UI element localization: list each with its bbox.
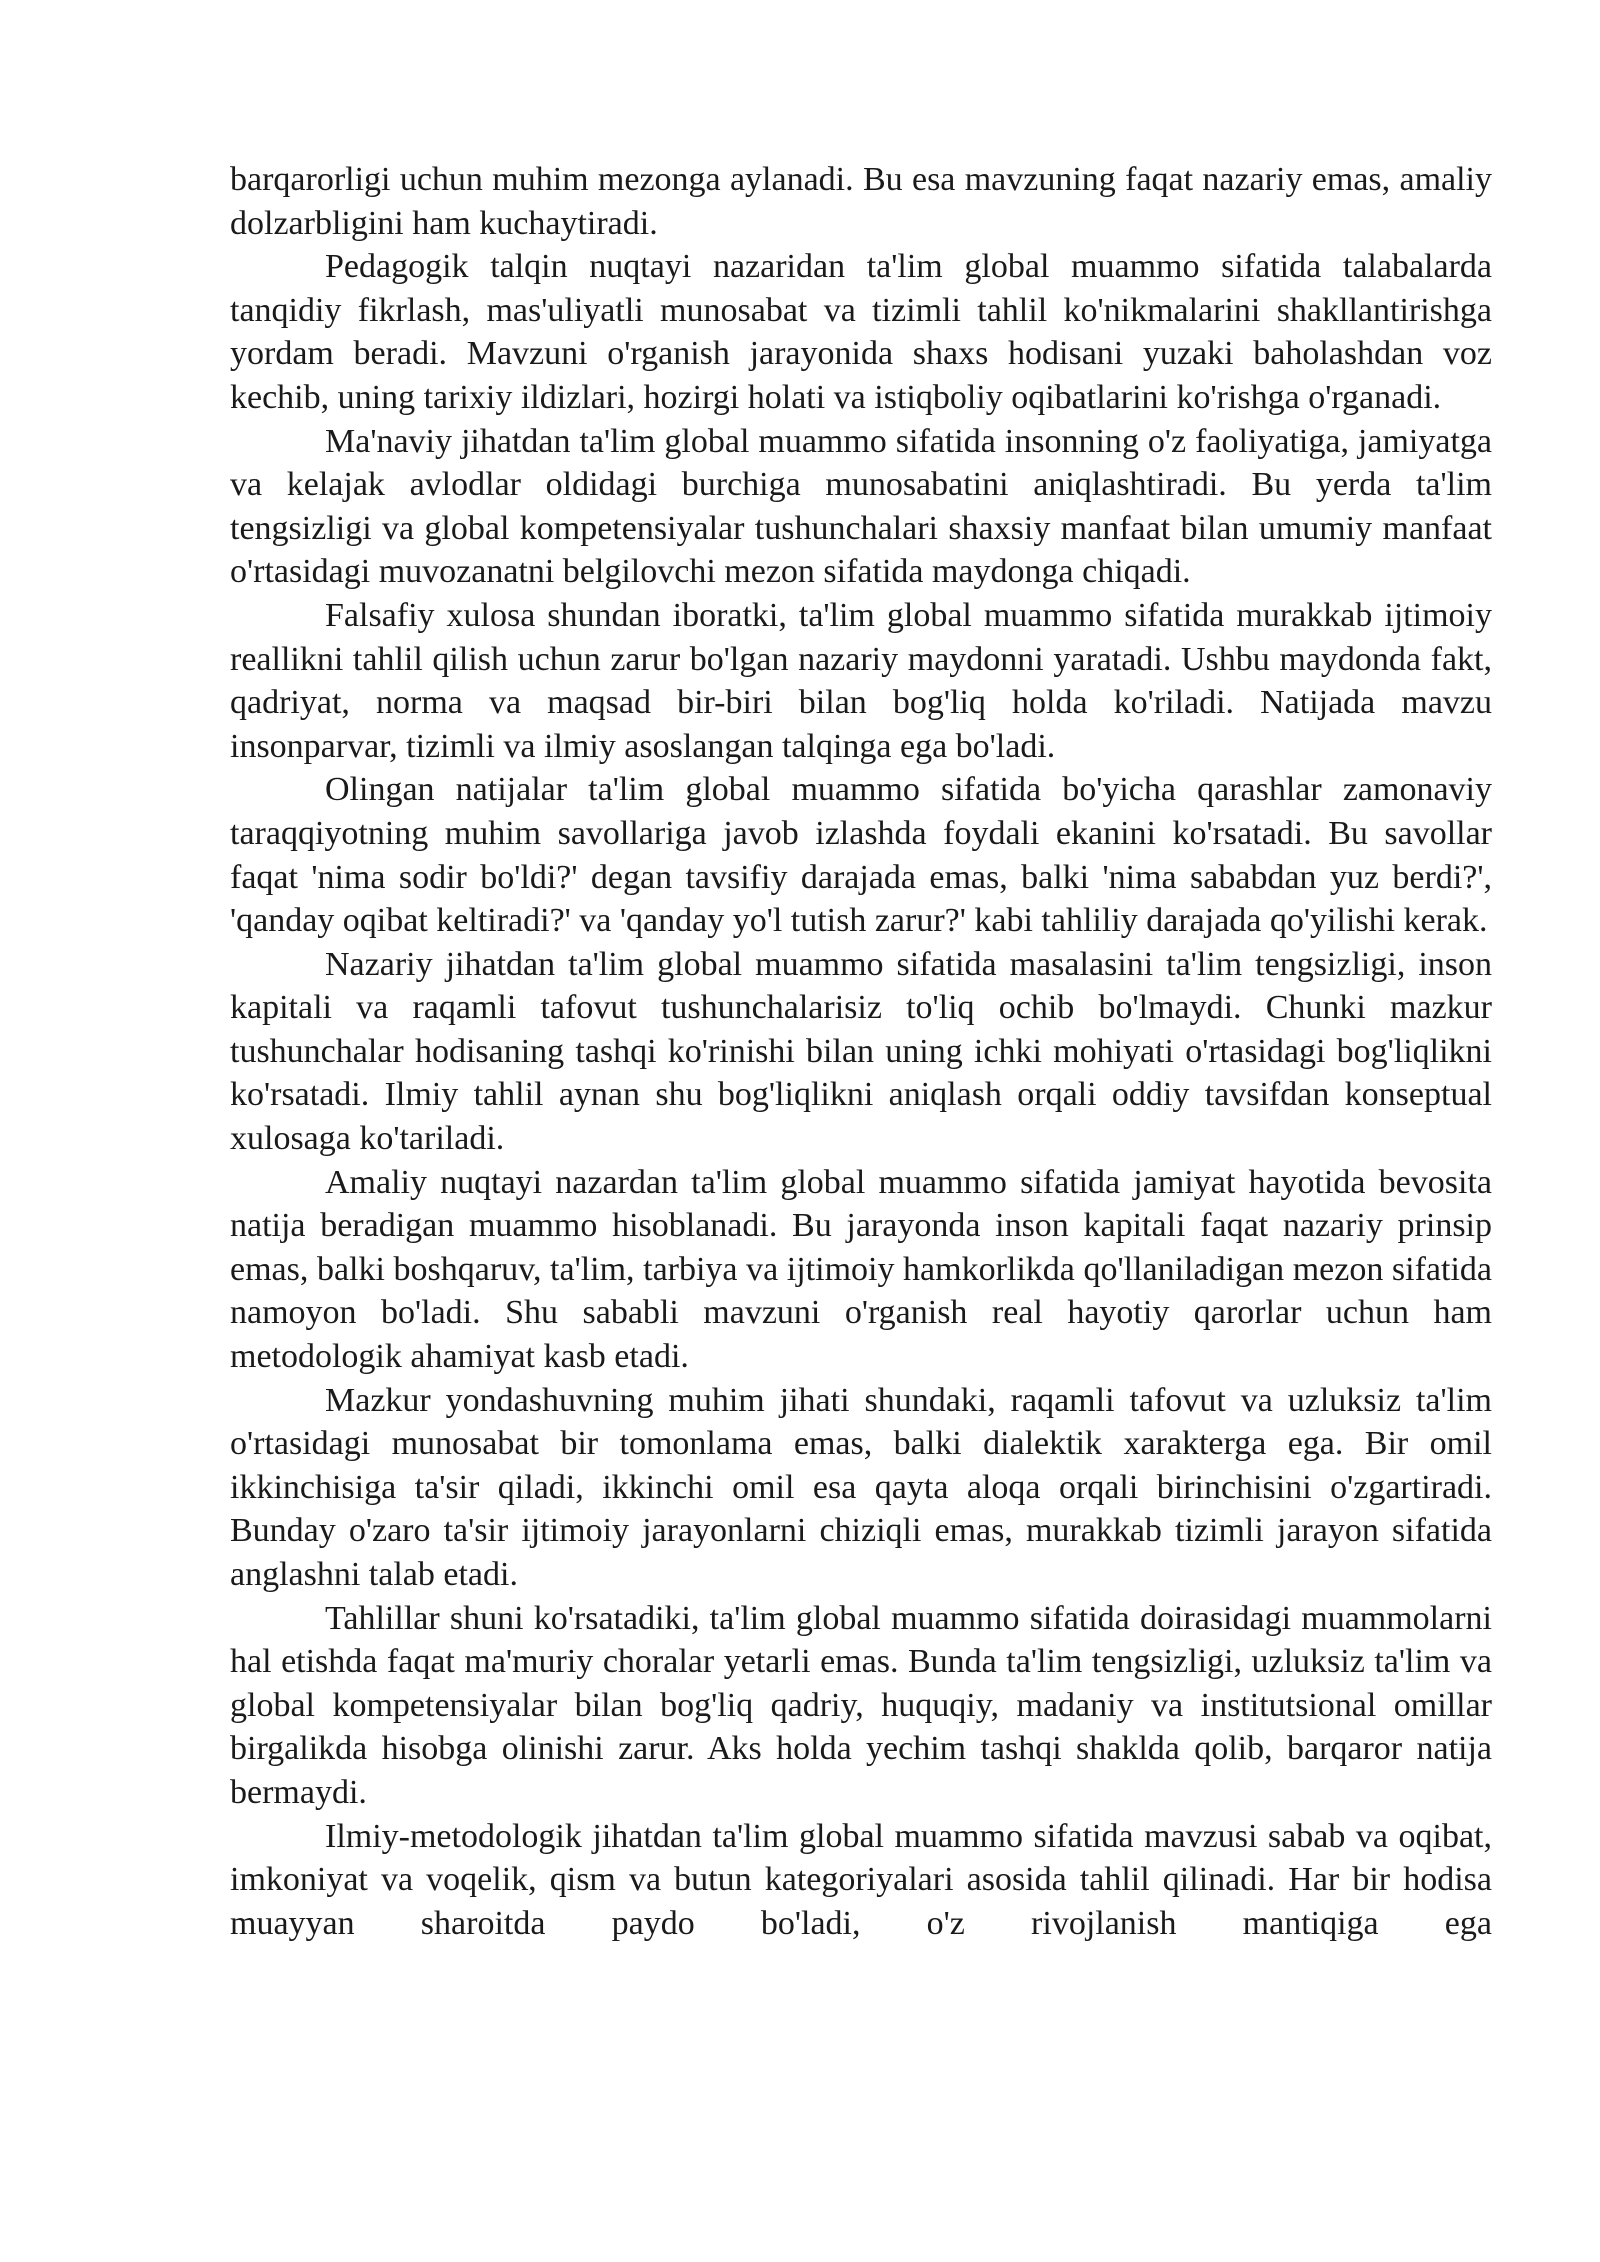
paragraph-analysis: Tahlillar shuni ko'rsatadiki, ta'lim global muammo sifatida doirasidagi muammolarni hal etishda faqat ma'muriy choralar yetarli emas. Bunda ta'lim tengsizligi, uzluksiz ta'lim va global kompetensiyalar bilan bog'liq qadriy, huquqiy, madaniy va institutsional omillar birgalikda hisobga olinishi zarur. Aks holda yechim tashqi shaklda qolib, barqaror natija bermaydi. xyxy=(230,1599,1492,1811)
paragraph-spiritual: Ma'naviy jihatdan ta'lim global muammo sifatida insonning o'z faoliyatiga, jamiyatga va kelajak avlodlar oldidagi burchiga munosabatini aniqlashtiradi. Bu yerda ta'lim tengsizligi va global kompetensiyalar tushunchalari shaxsiy manfaat bilan umumiy manfaat o'rtasidagi muvozanatni belgilovchi mezon sifatida maydonga chiqadi. xyxy=(230,422,1492,591)
paragraph-theoretical: Nazariy jihatdan ta'lim global muammo sifatida masalasini ta'lim tengsizligi, inson kapitali va raqamli tafovut tushunchalarisiz to'liq ochib bo'lmaydi. Chunki mazkur tushunchalar hodisaning tashqi ko'rinishi bilan uning ichki mohiyati o'rtasidagi bog'liqlikni ko'rsatadi. Ilmiy tahlil aynan shu bog'liqlikni aniqlash orqali oddiy tavsifdan konseptual xulosaga ko'tariladi. xyxy=(230,945,1492,1158)
paragraph-methodological: Ilmiy-metodologik jihatdan ta'lim global muammo sifatida mavzusi sabab va oqibat, imkoniyat va voqelik, qism va butun kategoriyalari asosida tahlil qilinadi. Har bir hodisa muayyan sharoitda paydo bo'ladi, o'z rivojlanish mantiqiga ega xyxy=(230,1817,1492,1942)
paragraph-pedagogical: Pedagogik talqin nuqtayi nazaridan ta'lim global muammo sifatida talabalarda tanqidiy fikrlash, mas'uliyatli munosabat va tizimli tahlil ko'nikmalarini shakllantirishga yordam beradi. Mavzuni o'rganish jarayonida shaxs hodisani yuzaki baholashdan voz kechib, uning tarixiy ildizlari, hozirgi holati va istiqboliy oqibatlarini ko'rishga o'rganadi. xyxy=(230,248,1492,416)
paragraph-results: Olingan natijalar ta'lim global muammo sifatida bo'yicha qarashlar zamonaviy taraqqiyotning muhim savollariga javob izlashda foydali ekanini ko'rsatadi. Bu savollar faqat 'nima sodir bo'ldi?' degan tavsifiy darajada emas, balki 'nima sababdan yuz berdi?', 'qanday oqibat keltiradi?' va 'qanday yo'l tutish zarur?' kabi tahliliy darajada qo'yilishi kerak. xyxy=(230,771,1492,940)
paragraph-practical: Amaliy nuqtayi nazardan ta'lim global muammo sifatida jamiyat hayotida bevosita natija beradigan muammo hisoblanadi. Bu jarayonda inson kapitali faqat nazariy prinsip emas, balki boshqaruv, ta'lim, tarbiya va ijtimoiy hamkorlikda qo'llaniladigan mezon sifatida namoyon bo'ladi. Shu sababli mavzuni o'rganish real hayotiy qarorlar uchun ham metodologik ahamiyat kasb etadi. xyxy=(230,1163,1492,1376)
paragraph-philosophical: Falsafiy xulosa shundan iboratki, ta'lim global muammo sifatida murakkab ijtimoiy reallikni tahlil qilish uchun zarur bo'lgan nazariy maydonni yaratadi. Ushbu maydonda fakt, qadriyat, norma va maqsad bir-biri bilan bog'liq holda ko'riladi. Natijada mavzu insonparvar, tizimli va ilmiy asoslangan talqinga ega bo'ladi. xyxy=(230,596,1492,765)
document-page xyxy=(230,158,1492,1945)
paragraph-dialectical: Mazkur yondashuvning muhim jihati shundaki, raqamli tafovut va uzluksiz ta'lim o'rtasidagi munosabat bir tomonlama emas, balki dialektik xarakterga ega. Bir omil ikkinchisiga ta'sir qiladi, ikkinchi omil esa qayta aloqa orqali birinchisini o'zgartiradi. Bunday o'zaro ta'sir ijtimoiy jarayonlarni chiziqli emas, murakkab tizimli jarayon sifatida anglashni talab etadi. xyxy=(230,1381,1492,1593)
paragraph-continuation: barqarorligi uchun muhim mezonga aylanadi. Bu esa mavzuning faqat nazariy emas, amaliy dolzarbligini ham kuchaytiradi. xyxy=(230,161,1492,242)
